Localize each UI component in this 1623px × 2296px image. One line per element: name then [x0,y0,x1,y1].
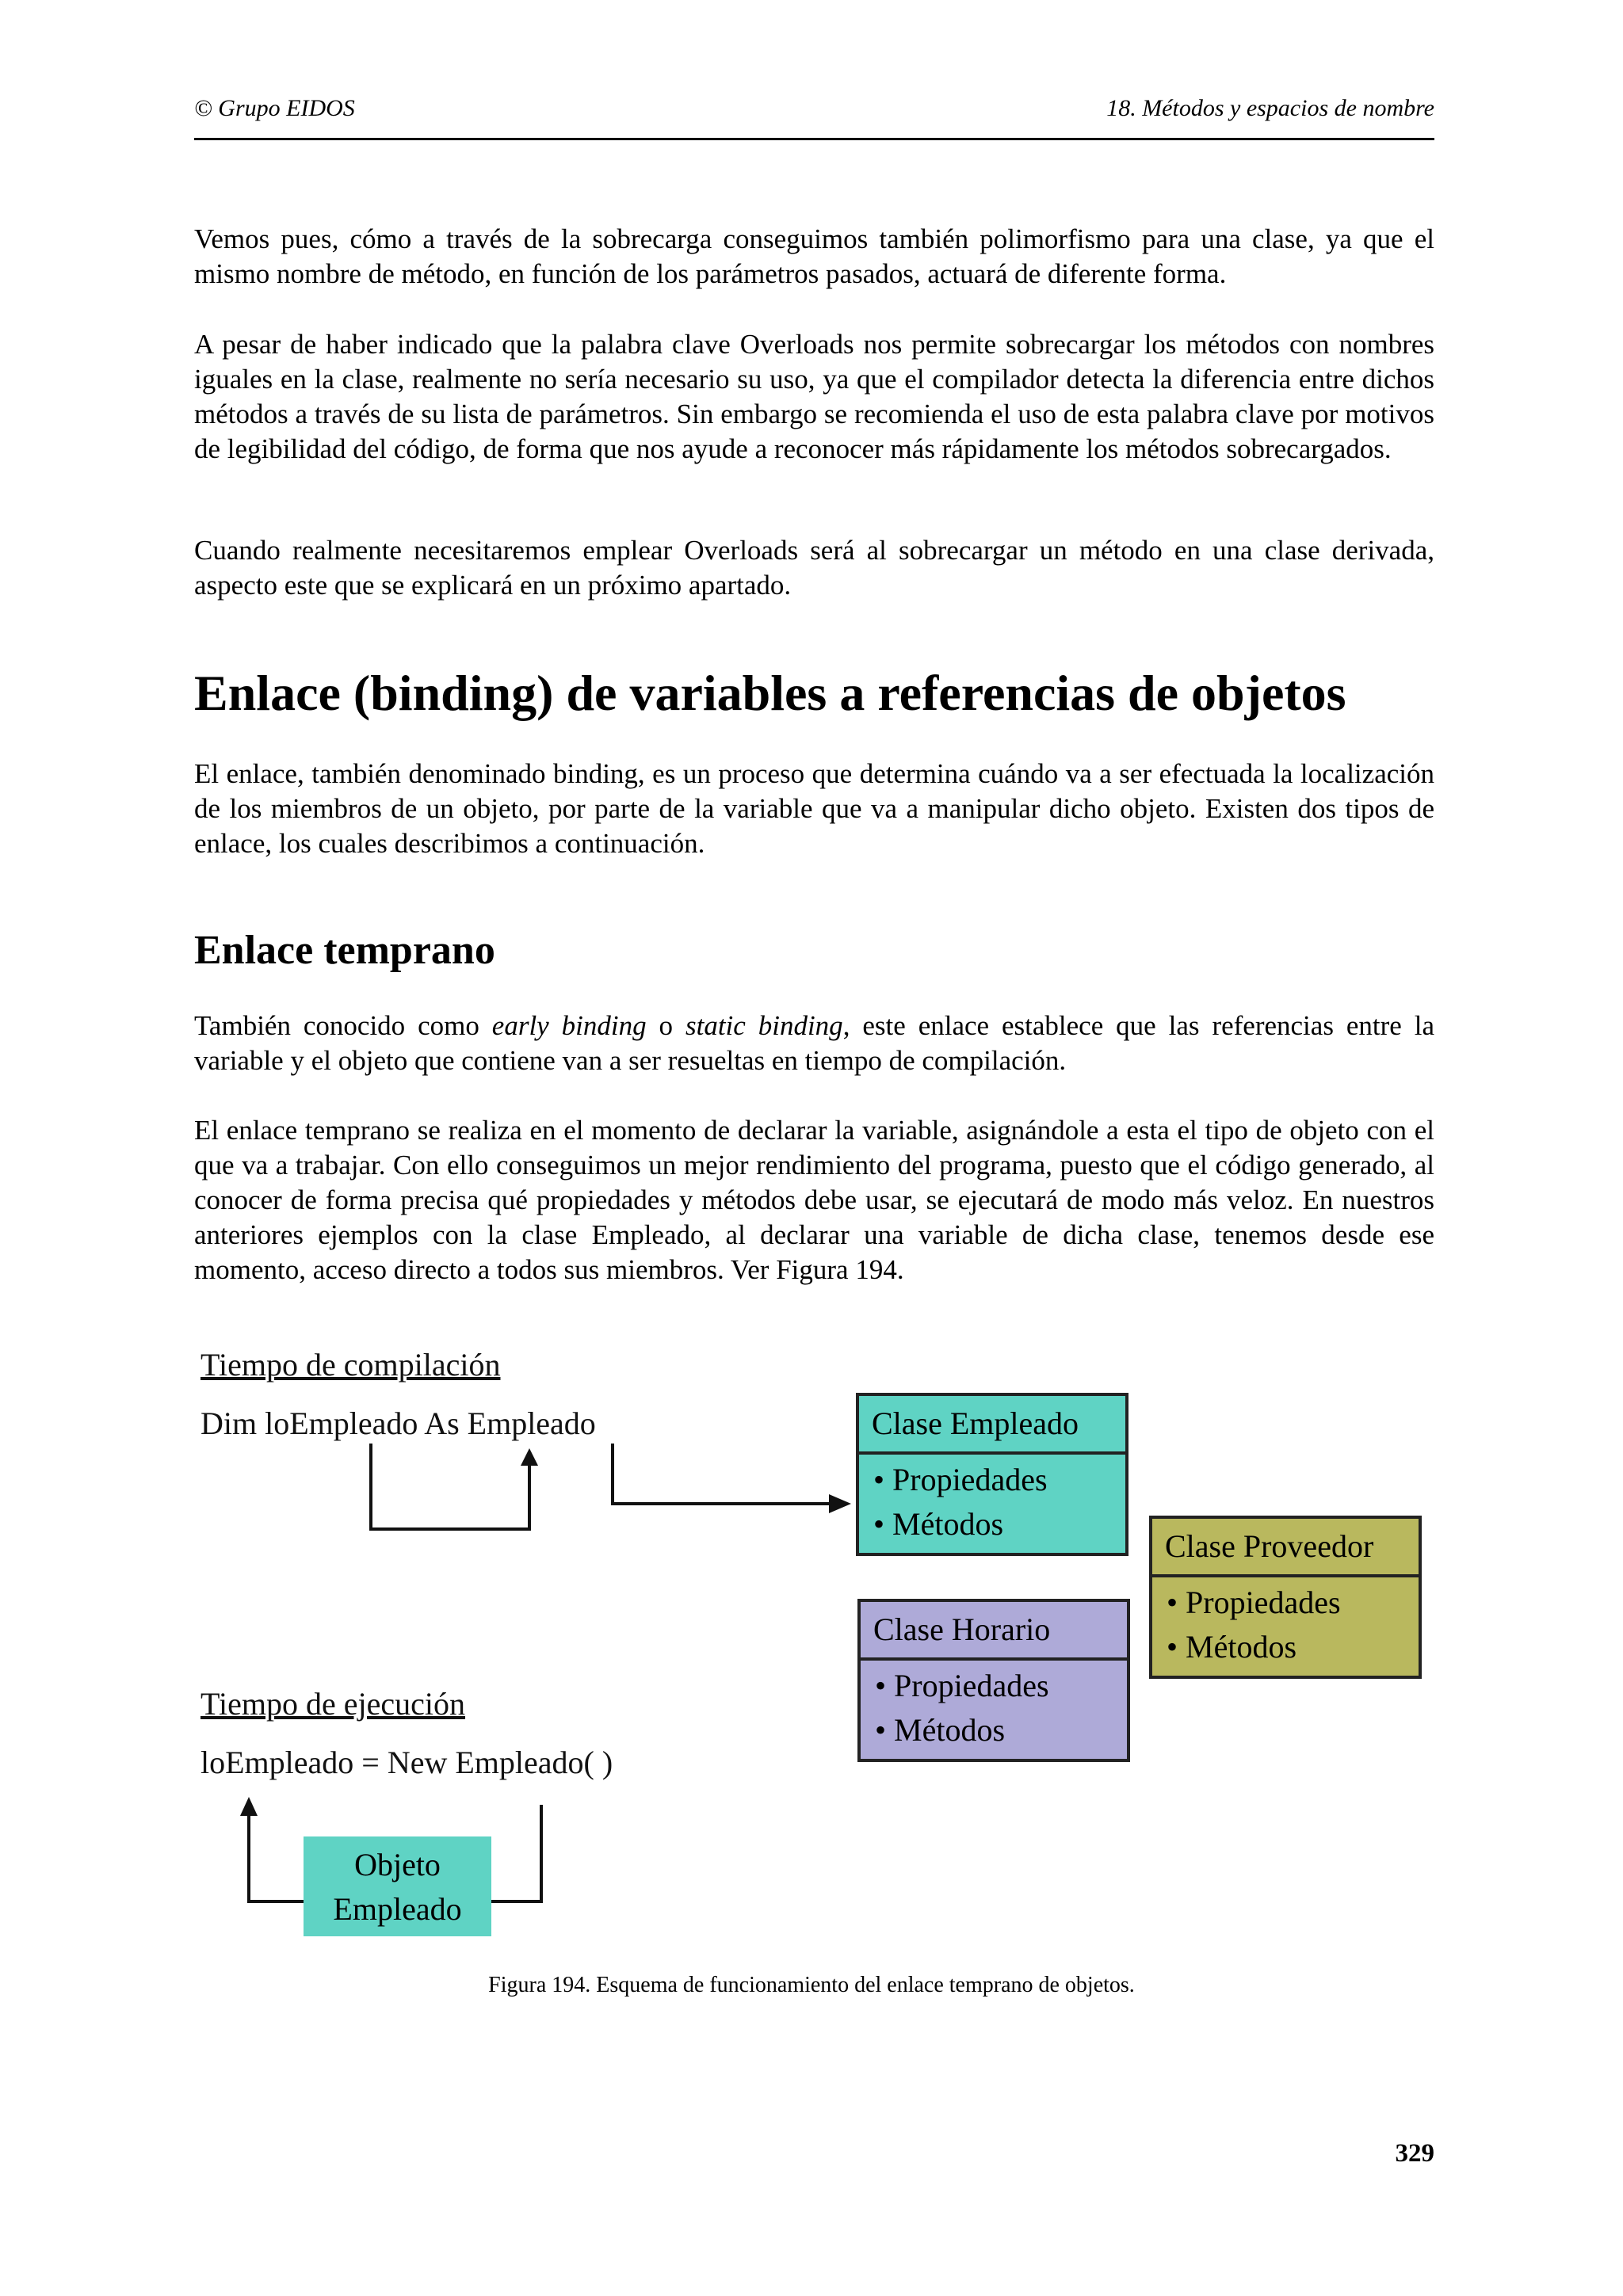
header-left: © Grupo EIDOS [194,95,355,121]
class-proveedor-title: Clase Proveedor [1152,1519,1419,1577]
class-horario-methods: • Métodos [875,1712,1006,1748]
object-label-line1: Objeto [354,1847,441,1882]
class-proveedor-properties: • Propiedades [1167,1585,1341,1620]
section-heading-binding: Enlace (binding) de variables a referencias de objetos [194,665,1346,721]
paragraph-binding-definition: El enlace, también denominado binding, es un proceso que determina cuándo va a ser efectuada la localización de los miembros de un objeto, por parte de la variable que va a manipular dicho objeto. Existen dos tipos de enlace, los cuales describimos a continuación. [194,758,1434,859]
run-time-title: Tiempo de ejecución [200,1686,466,1722]
header-right: 18. Métodos y espacios de nombre [1106,95,1434,121]
early-binding-text-c: , este enlace establece que las referencias entre la variable y el objeto que contiene van a ser resueltas en tiempo de compilación. [194,1010,1435,1076]
run-loop-arrowhead [240,1797,258,1816]
run-time-code: loEmpleado = New Empleado( ) [200,1745,613,1780]
class-empleado-methods: • Métodos [873,1506,1004,1542]
page-number: 329 [1395,2139,1434,2168]
compile-loop-arrowhead [521,1448,538,1466]
early-binding-text-a: También conocido como [194,1010,492,1041]
compile-to-class-line [613,1444,832,1504]
subsection-heading-early-binding: Enlace temprano [194,928,495,973]
object-label-line2: Empleado [333,1891,462,1927]
compile-time-title: Tiempo de compilación [200,1347,501,1383]
paragraph-overloads-keyword: A pesar de haber indicado que la palabra clave Overloads nos permite sobrecargar los métodos con nombres iguales en la clase, realmente no sería necesario su uso, ya que el compilador detecta la diferencia entre dichos métodos a través de su lista de parámetros. Sin embargo se recomienda el uso de esta palabra clave por motivos de legibilidad del código, de forma que nos ayude a reconocer más rápidamente los métodos sobrecargados. [194,329,1434,464]
class-empleado-properties: • Propiedades [873,1462,1048,1497]
static-binding-term: static binding [685,1010,843,1041]
compile-time-code: Dim loEmpleado As Empleado [200,1405,596,1441]
paragraph-derived-class: Cuando realmente necesitaremos emplear Overloads será al sobrecargar un método en una clase derivada, aspecto este que se explicará en un próximo apartado. [194,535,1434,601]
run-loop-right-line [491,1805,541,1901]
paragraph-early-binding-detail: El enlace temprano se realiza en el momento de declarar la variable, asignándole a esta el tipo de objeto con el que va a trabajar. Con ello conseguimos un mejor rendimiento del programa, puesto que el código generado, al conocer de forma precisa qué propiedades y métodos debe usar, se ejecutará de modo más veloz. En nuestros anteriores ejemplos con la clase Empleado, al declarar una variable de dicha clase, tenemos desde ese momento, acceso directo a todos sus miembros. Ver Figura 194. [194,1115,1434,1285]
figure-caption: Figura 194. Esquema de funcionamiento del enlace temprano de objetos. [488,1973,1135,1997]
early-binding-term: early binding [491,1010,647,1041]
run-loop-left-line [249,1814,304,1901]
compile-loop-line [371,1444,529,1529]
early-binding-text-b: o [646,1010,685,1041]
class-horario-properties: • Propiedades [875,1668,1049,1703]
paragraph-overloading-polymorphism: Vemos pues, cómo a través de la sobrecarga conseguimos también polimorfismo para una clase, ya que el mismo nombre de método, en función de los parámetros pasados, actuará de diferente forma. [194,223,1434,289]
compile-to-class-arrowhead [829,1494,851,1513]
class-horario-title: Clase Horario [861,1602,1127,1661]
class-proveedor-methods: • Métodos [1167,1629,1297,1665]
class-empleado-title: Clase Empleado [859,1396,1125,1455]
